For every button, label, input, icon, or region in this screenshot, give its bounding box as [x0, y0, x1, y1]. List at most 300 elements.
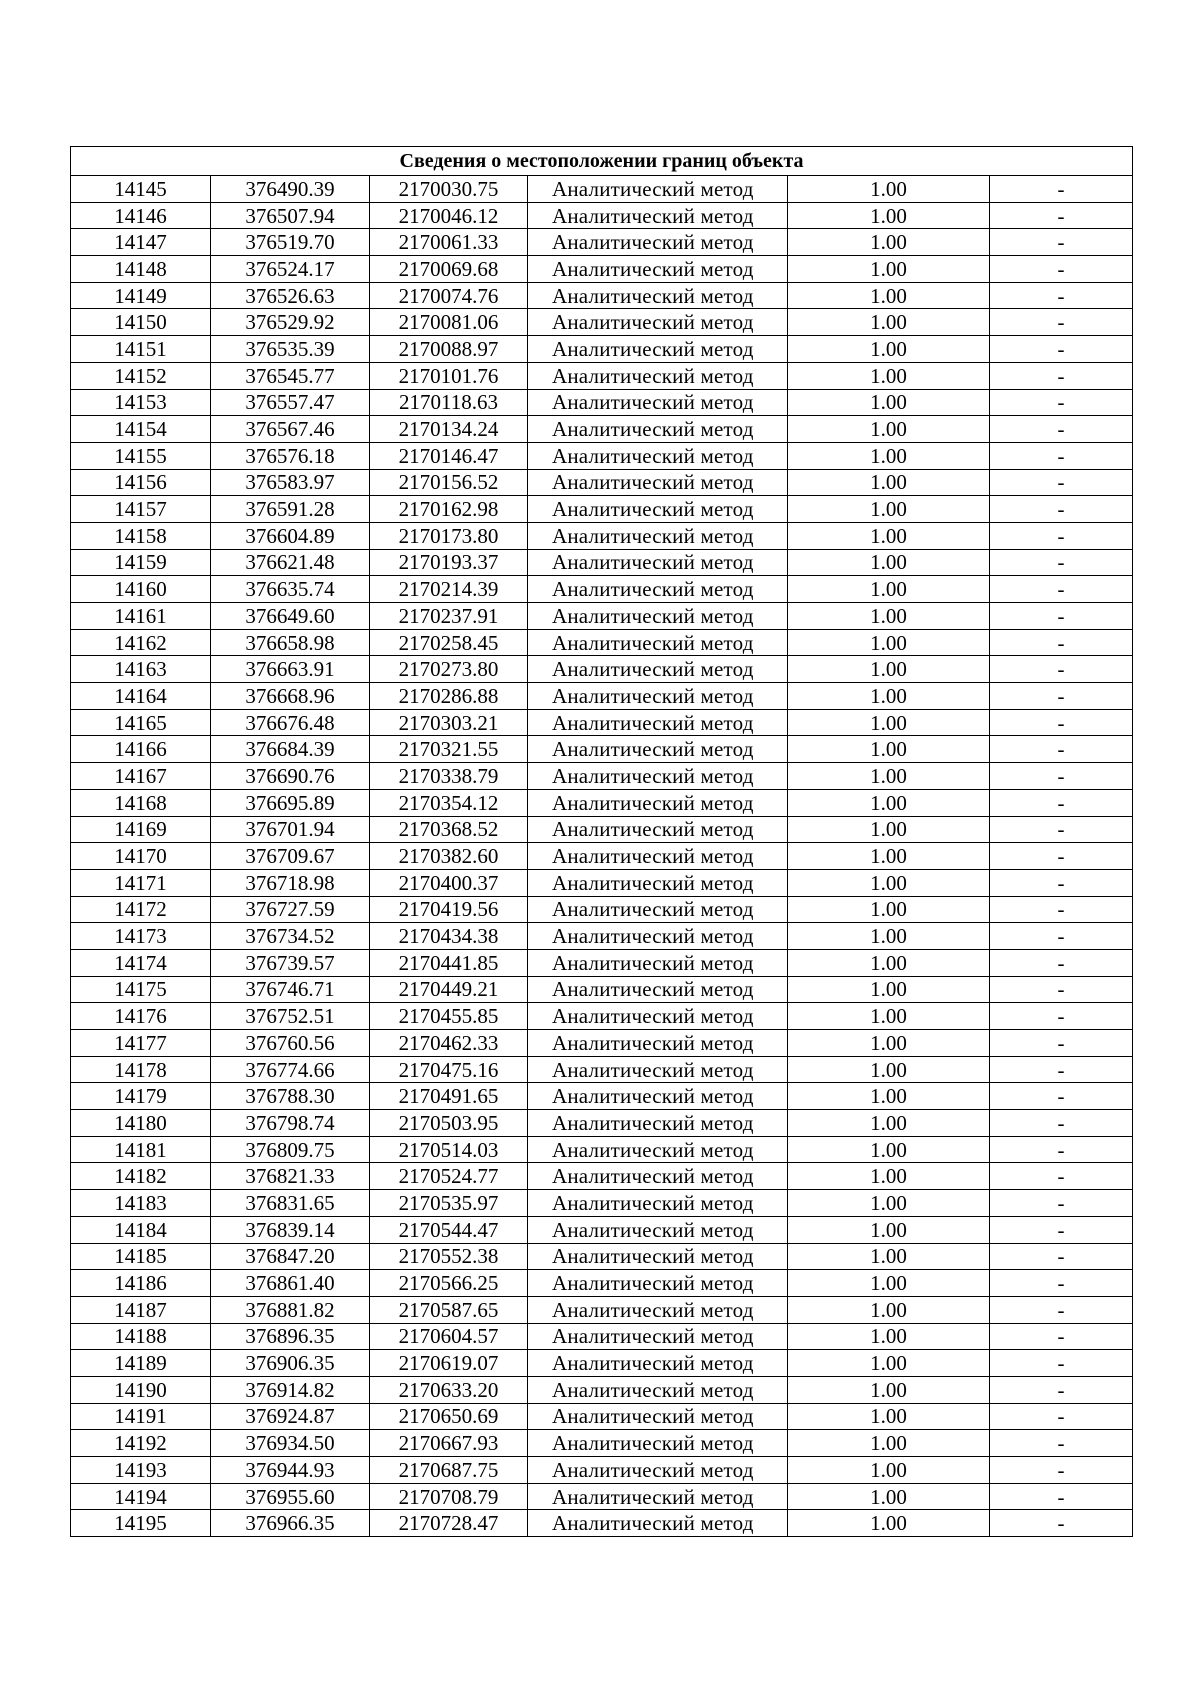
y-coordinate-cell: 2170074.76: [370, 282, 528, 309]
method-cell: Аналитический метод: [528, 1403, 788, 1430]
y-coordinate-cell: 2170475.16: [370, 1056, 528, 1083]
accuracy-cell: 1.00: [788, 389, 990, 416]
description-cell: -: [990, 1270, 1133, 1297]
table-row: [71, 1003, 1133, 1030]
y-coordinate-cell: 2170552.38: [370, 1243, 528, 1270]
method-cell: Аналитический метод: [528, 442, 788, 469]
accuracy-cell: 1.00: [788, 656, 990, 683]
description-cell: -: [990, 709, 1133, 736]
x-coordinate-cell: 376944.93: [211, 1457, 370, 1484]
point-number-cell: 14152: [71, 362, 211, 389]
y-coordinate-cell: 2170368.52: [370, 816, 528, 843]
point-number-cell: 14171: [71, 869, 211, 896]
x-coordinate-cell: 376709.67: [211, 843, 370, 870]
accuracy-cell: 1.00: [788, 949, 990, 976]
x-coordinate-cell: 376831.65: [211, 1190, 370, 1217]
method-cell: Аналитический метод: [528, 1003, 788, 1030]
x-coordinate-cell: 376621.48: [211, 549, 370, 576]
description-cell: -: [990, 389, 1133, 416]
table-row: [71, 816, 1133, 843]
y-coordinate-cell: 2170728.47: [370, 1510, 528, 1537]
accuracy-cell: 1.00: [788, 1296, 990, 1323]
method-cell: Аналитический метод: [528, 176, 788, 203]
table-row: [71, 282, 1133, 309]
description-cell: -: [990, 362, 1133, 389]
x-coordinate-cell: 376604.89: [211, 522, 370, 549]
description-cell: -: [990, 202, 1133, 229]
table-row: [71, 843, 1133, 870]
method-cell: Аналитический метод: [528, 1243, 788, 1270]
method-cell: Аналитический метод: [528, 1136, 788, 1163]
point-number-cell: 14186: [71, 1270, 211, 1297]
x-coordinate-cell: 376746.71: [211, 976, 370, 1003]
method-cell: Аналитический метод: [528, 869, 788, 896]
table-row: [71, 202, 1133, 229]
table-row: [71, 1430, 1133, 1457]
y-coordinate-cell: 2170081.06: [370, 309, 528, 336]
description-cell: -: [990, 1483, 1133, 1510]
method-cell: Аналитический метод: [528, 736, 788, 763]
table-row: [71, 362, 1133, 389]
method-cell: Аналитический метод: [528, 256, 788, 283]
description-cell: -: [990, 576, 1133, 603]
table-row: [71, 1163, 1133, 1190]
table-row: [71, 469, 1133, 496]
description-cell: -: [990, 656, 1133, 683]
point-number-cell: 14169: [71, 816, 211, 843]
x-coordinate-cell: 376774.66: [211, 1056, 370, 1083]
table-row: [71, 923, 1133, 950]
y-coordinate-cell: 2170650.69: [370, 1403, 528, 1430]
point-number-cell: 14170: [71, 843, 211, 870]
method-cell: Аналитический метод: [528, 416, 788, 443]
accuracy-cell: 1.00: [788, 469, 990, 496]
method-cell: Аналитический метод: [528, 309, 788, 336]
point-number-cell: 14191: [71, 1403, 211, 1430]
table-row: [71, 1136, 1133, 1163]
point-number-cell: 14179: [71, 1083, 211, 1110]
table-row: [71, 522, 1133, 549]
point-number-cell: 14194: [71, 1483, 211, 1510]
point-number-cell: 14145: [71, 176, 211, 203]
y-coordinate-cell: 2170101.76: [370, 362, 528, 389]
x-coordinate-cell: 376519.70: [211, 229, 370, 256]
x-coordinate-cell: 376524.17: [211, 256, 370, 283]
accuracy-cell: 1.00: [788, 1216, 990, 1243]
accuracy-cell: 1.00: [788, 1190, 990, 1217]
method-cell: Аналитический метод: [528, 576, 788, 603]
y-coordinate-cell: 2170173.80: [370, 522, 528, 549]
accuracy-cell: 1.00: [788, 496, 990, 523]
accuracy-cell: 1.00: [788, 683, 990, 710]
method-cell: Аналитический метод: [528, 1030, 788, 1057]
point-number-cell: 14147: [71, 229, 211, 256]
table-row: [71, 336, 1133, 363]
point-number-cell: 14166: [71, 736, 211, 763]
description-cell: -: [990, 496, 1133, 523]
point-number-cell: 14162: [71, 629, 211, 656]
table-row: [71, 976, 1133, 1003]
accuracy-cell: 1.00: [788, 1270, 990, 1297]
description-cell: -: [990, 816, 1133, 843]
y-coordinate-cell: 2170544.47: [370, 1216, 528, 1243]
method-cell: Аналитический метод: [528, 202, 788, 229]
description-cell: -: [990, 683, 1133, 710]
description-cell: -: [990, 949, 1133, 976]
accuracy-cell: 1.00: [788, 309, 990, 336]
accuracy-cell: 1.00: [788, 1083, 990, 1110]
y-coordinate-cell: 2170604.57: [370, 1323, 528, 1350]
description-cell: -: [990, 176, 1133, 203]
x-coordinate-cell: 376809.75: [211, 1136, 370, 1163]
point-number-cell: 14148: [71, 256, 211, 283]
method-cell: Аналитический метод: [528, 843, 788, 870]
description-cell: -: [990, 1056, 1133, 1083]
table-row: [71, 256, 1133, 283]
y-coordinate-cell: 2170286.88: [370, 683, 528, 710]
x-coordinate-cell: 376576.18: [211, 442, 370, 469]
y-coordinate-cell: 2170419.56: [370, 896, 528, 923]
table-body: [71, 176, 1133, 1537]
description-cell: -: [990, 1190, 1133, 1217]
description-cell: -: [990, 603, 1133, 630]
x-coordinate-cell: 376529.92: [211, 309, 370, 336]
method-cell: Аналитический метод: [528, 683, 788, 710]
description-cell: -: [990, 843, 1133, 870]
table-row: [71, 389, 1133, 416]
x-coordinate-cell: 376734.52: [211, 923, 370, 950]
point-number-cell: 14175: [71, 976, 211, 1003]
description-cell: -: [990, 229, 1133, 256]
y-coordinate-cell: 2170258.45: [370, 629, 528, 656]
x-coordinate-cell: 376727.59: [211, 896, 370, 923]
y-coordinate-cell: 2170030.75: [370, 176, 528, 203]
x-coordinate-cell: 376760.56: [211, 1030, 370, 1057]
description-cell: -: [990, 1457, 1133, 1484]
accuracy-cell: 1.00: [788, 229, 990, 256]
x-coordinate-cell: 376695.89: [211, 789, 370, 816]
method-cell: Аналитический метод: [528, 709, 788, 736]
description-cell: -: [990, 256, 1133, 283]
accuracy-cell: 1.00: [788, 816, 990, 843]
table-row: [71, 949, 1133, 976]
method-cell: Аналитический метод: [528, 522, 788, 549]
method-cell: Аналитический метод: [528, 1270, 788, 1297]
point-number-cell: 14192: [71, 1430, 211, 1457]
description-cell: -: [990, 629, 1133, 656]
method-cell: Аналитический метод: [528, 1483, 788, 1510]
x-coordinate-cell: 376752.51: [211, 1003, 370, 1030]
document-page: [70, 146, 1132, 1537]
accuracy-cell: 1.00: [788, 843, 990, 870]
y-coordinate-cell: 2170321.55: [370, 736, 528, 763]
method-cell: Аналитический метод: [528, 229, 788, 256]
x-coordinate-cell: 376934.50: [211, 1430, 370, 1457]
point-number-cell: 14155: [71, 442, 211, 469]
accuracy-cell: 1.00: [788, 603, 990, 630]
description-cell: -: [990, 1083, 1133, 1110]
table-row: [71, 1056, 1133, 1083]
point-number-cell: 14182: [71, 1163, 211, 1190]
accuracy-cell: 1.00: [788, 202, 990, 229]
accuracy-cell: 1.00: [788, 1056, 990, 1083]
x-coordinate-cell: 376663.91: [211, 656, 370, 683]
point-number-cell: 14174: [71, 949, 211, 976]
accuracy-cell: 1.00: [788, 1403, 990, 1430]
point-number-cell: 14157: [71, 496, 211, 523]
description-cell: -: [990, 1430, 1133, 1457]
method-cell: Аналитический метод: [528, 1190, 788, 1217]
point-number-cell: 14195: [71, 1510, 211, 1537]
point-number-cell: 14183: [71, 1190, 211, 1217]
method-cell: Аналитический метод: [528, 389, 788, 416]
method-cell: Аналитический метод: [528, 949, 788, 976]
accuracy-cell: 1.00: [788, 416, 990, 443]
table-row: [71, 629, 1133, 656]
description-cell: -: [990, 549, 1133, 576]
y-coordinate-cell: 2170462.33: [370, 1030, 528, 1057]
table-row: [71, 789, 1133, 816]
description-cell: -: [990, 282, 1133, 309]
x-coordinate-cell: 376591.28: [211, 496, 370, 523]
table-row: [71, 1376, 1133, 1403]
y-coordinate-cell: 2170633.20: [370, 1376, 528, 1403]
y-coordinate-cell: 2170382.60: [370, 843, 528, 870]
method-cell: Аналитический метод: [528, 789, 788, 816]
method-cell: Аналитический метод: [528, 1350, 788, 1377]
point-number-cell: 14159: [71, 549, 211, 576]
table-row: [71, 549, 1133, 576]
point-number-cell: 14168: [71, 789, 211, 816]
description-cell: -: [990, 1030, 1133, 1057]
point-number-cell: 14178: [71, 1056, 211, 1083]
table-row: [71, 1457, 1133, 1484]
table-row: [71, 1296, 1133, 1323]
table-row: [71, 1483, 1133, 1510]
y-coordinate-cell: 2170214.39: [370, 576, 528, 603]
y-coordinate-cell: 2170088.97: [370, 336, 528, 363]
y-coordinate-cell: 2170069.68: [370, 256, 528, 283]
y-coordinate-cell: 2170118.63: [370, 389, 528, 416]
method-cell: Аналитический метод: [528, 496, 788, 523]
y-coordinate-cell: 2170524.77: [370, 1163, 528, 1190]
table-row: [71, 496, 1133, 523]
accuracy-cell: 1.00: [788, 256, 990, 283]
x-coordinate-cell: 376526.63: [211, 282, 370, 309]
method-cell: Аналитический метод: [528, 1376, 788, 1403]
point-number-cell: 14176: [71, 1003, 211, 1030]
y-coordinate-cell: 2170455.85: [370, 1003, 528, 1030]
point-number-cell: 14184: [71, 1216, 211, 1243]
y-coordinate-cell: 2170193.37: [370, 549, 528, 576]
y-coordinate-cell: 2170514.03: [370, 1136, 528, 1163]
table-row: [71, 416, 1133, 443]
description-cell: -: [990, 736, 1133, 763]
y-coordinate-cell: 2170708.79: [370, 1483, 528, 1510]
accuracy-cell: 1.00: [788, 976, 990, 1003]
description-cell: -: [990, 1136, 1133, 1163]
table-row: [71, 1190, 1133, 1217]
accuracy-cell: 1.00: [788, 736, 990, 763]
x-coordinate-cell: 376924.87: [211, 1403, 370, 1430]
accuracy-cell: 1.00: [788, 282, 990, 309]
x-coordinate-cell: 376658.98: [211, 629, 370, 656]
description-cell: -: [990, 896, 1133, 923]
point-number-cell: 14180: [71, 1110, 211, 1137]
table-row: [71, 603, 1133, 630]
accuracy-cell: 1.00: [788, 896, 990, 923]
method-cell: Аналитический метод: [528, 469, 788, 496]
table-row: [71, 1243, 1133, 1270]
point-number-cell: 14165: [71, 709, 211, 736]
point-number-cell: 14160: [71, 576, 211, 603]
point-number-cell: 14163: [71, 656, 211, 683]
method-cell: Аналитический метод: [528, 1216, 788, 1243]
accuracy-cell: 1.00: [788, 1510, 990, 1537]
method-cell: Аналитический метод: [528, 1430, 788, 1457]
point-number-cell: 14158: [71, 522, 211, 549]
method-cell: Аналитический метод: [528, 549, 788, 576]
description-cell: -: [990, 923, 1133, 950]
table-row: [71, 309, 1133, 336]
table-row: [71, 1323, 1133, 1350]
method-cell: Аналитический метод: [528, 923, 788, 950]
method-cell: Аналитический метод: [528, 1056, 788, 1083]
point-number-cell: 14188: [71, 1323, 211, 1350]
table-row: [71, 736, 1133, 763]
point-number-cell: 14173: [71, 923, 211, 950]
method-cell: Аналитический метод: [528, 603, 788, 630]
y-coordinate-cell: 2170619.07: [370, 1350, 528, 1377]
table-row: [71, 763, 1133, 790]
accuracy-cell: 1.00: [788, 1430, 990, 1457]
method-cell: Аналитический метод: [528, 1510, 788, 1537]
method-cell: Аналитический метод: [528, 362, 788, 389]
x-coordinate-cell: 376507.94: [211, 202, 370, 229]
y-coordinate-cell: 2170687.75: [370, 1457, 528, 1484]
x-coordinate-cell: 376881.82: [211, 1296, 370, 1323]
x-coordinate-cell: 376684.39: [211, 736, 370, 763]
point-number-cell: 14146: [71, 202, 211, 229]
accuracy-cell: 1.00: [788, 176, 990, 203]
description-cell: -: [990, 1323, 1133, 1350]
accuracy-cell: 1.00: [788, 1163, 990, 1190]
accuracy-cell: 1.00: [788, 763, 990, 790]
x-coordinate-cell: 376690.76: [211, 763, 370, 790]
method-cell: Аналитический метод: [528, 336, 788, 363]
point-number-cell: 14150: [71, 309, 211, 336]
accuracy-cell: 1.00: [788, 1376, 990, 1403]
table-row: [71, 683, 1133, 710]
method-cell: Аналитический метод: [528, 976, 788, 1003]
point-number-cell: 14167: [71, 763, 211, 790]
table-row: [71, 656, 1133, 683]
accuracy-cell: 1.00: [788, 362, 990, 389]
method-cell: Аналитический метод: [528, 282, 788, 309]
y-coordinate-cell: 2170566.25: [370, 1270, 528, 1297]
x-coordinate-cell: 376583.97: [211, 469, 370, 496]
x-coordinate-cell: 376955.60: [211, 1483, 370, 1510]
method-cell: Аналитический метод: [528, 816, 788, 843]
y-coordinate-cell: 2170237.91: [370, 603, 528, 630]
table-row: [71, 1270, 1133, 1297]
table-row: [71, 1216, 1133, 1243]
table-title: Сведения о местоположении границ объекта: [71, 147, 1133, 176]
point-number-cell: 14187: [71, 1296, 211, 1323]
method-cell: Аналитический метод: [528, 1110, 788, 1137]
description-cell: -: [990, 1403, 1133, 1430]
point-number-cell: 14190: [71, 1376, 211, 1403]
method-cell: Аналитический метод: [528, 1323, 788, 1350]
table-row: [71, 709, 1133, 736]
table-row: [71, 1350, 1133, 1377]
x-coordinate-cell: 376649.60: [211, 603, 370, 630]
accuracy-cell: 1.00: [788, 1323, 990, 1350]
description-cell: -: [990, 1376, 1133, 1403]
y-coordinate-cell: 2170503.95: [370, 1110, 528, 1137]
accuracy-cell: 1.00: [788, 1483, 990, 1510]
table-row: [71, 176, 1133, 203]
table-row: [71, 896, 1133, 923]
description-cell: -: [990, 1510, 1133, 1537]
point-number-cell: 14154: [71, 416, 211, 443]
method-cell: Аналитический метод: [528, 1296, 788, 1323]
x-coordinate-cell: 376676.48: [211, 709, 370, 736]
description-cell: -: [990, 416, 1133, 443]
description-cell: -: [990, 1243, 1133, 1270]
table-row: [71, 576, 1133, 603]
accuracy-cell: 1.00: [788, 1030, 990, 1057]
accuracy-cell: 1.00: [788, 576, 990, 603]
y-coordinate-cell: 2170587.65: [370, 1296, 528, 1323]
accuracy-cell: 1.00: [788, 442, 990, 469]
x-coordinate-cell: 376557.47: [211, 389, 370, 416]
y-coordinate-cell: 2170303.21: [370, 709, 528, 736]
description-cell: -: [990, 1296, 1133, 1323]
description-cell: -: [990, 789, 1133, 816]
method-cell: Аналитический метод: [528, 896, 788, 923]
table-row: [71, 869, 1133, 896]
point-number-cell: 14193: [71, 1457, 211, 1484]
point-number-cell: 14149: [71, 282, 211, 309]
x-coordinate-cell: 376847.20: [211, 1243, 370, 1270]
point-number-cell: 14151: [71, 336, 211, 363]
table-row: [71, 1510, 1133, 1537]
method-cell: Аналитический метод: [528, 1163, 788, 1190]
description-cell: -: [990, 1003, 1133, 1030]
y-coordinate-cell: 2170400.37: [370, 869, 528, 896]
accuracy-cell: 1.00: [788, 549, 990, 576]
method-cell: Аналитический метод: [528, 629, 788, 656]
y-coordinate-cell: 2170146.47: [370, 442, 528, 469]
accuracy-cell: 1.00: [788, 522, 990, 549]
accuracy-cell: 1.00: [788, 336, 990, 363]
accuracy-cell: 1.00: [788, 869, 990, 896]
accuracy-cell: 1.00: [788, 629, 990, 656]
accuracy-cell: 1.00: [788, 1350, 990, 1377]
y-coordinate-cell: 2170491.65: [370, 1083, 528, 1110]
x-coordinate-cell: 376668.96: [211, 683, 370, 710]
point-number-cell: 14161: [71, 603, 211, 630]
table-row: [71, 1083, 1133, 1110]
y-coordinate-cell: 2170134.24: [370, 416, 528, 443]
x-coordinate-cell: 376535.39: [211, 336, 370, 363]
point-number-cell: 14185: [71, 1243, 211, 1270]
y-coordinate-cell: 2170156.52: [370, 469, 528, 496]
table-row: [71, 442, 1133, 469]
x-coordinate-cell: 376701.94: [211, 816, 370, 843]
x-coordinate-cell: 376739.57: [211, 949, 370, 976]
